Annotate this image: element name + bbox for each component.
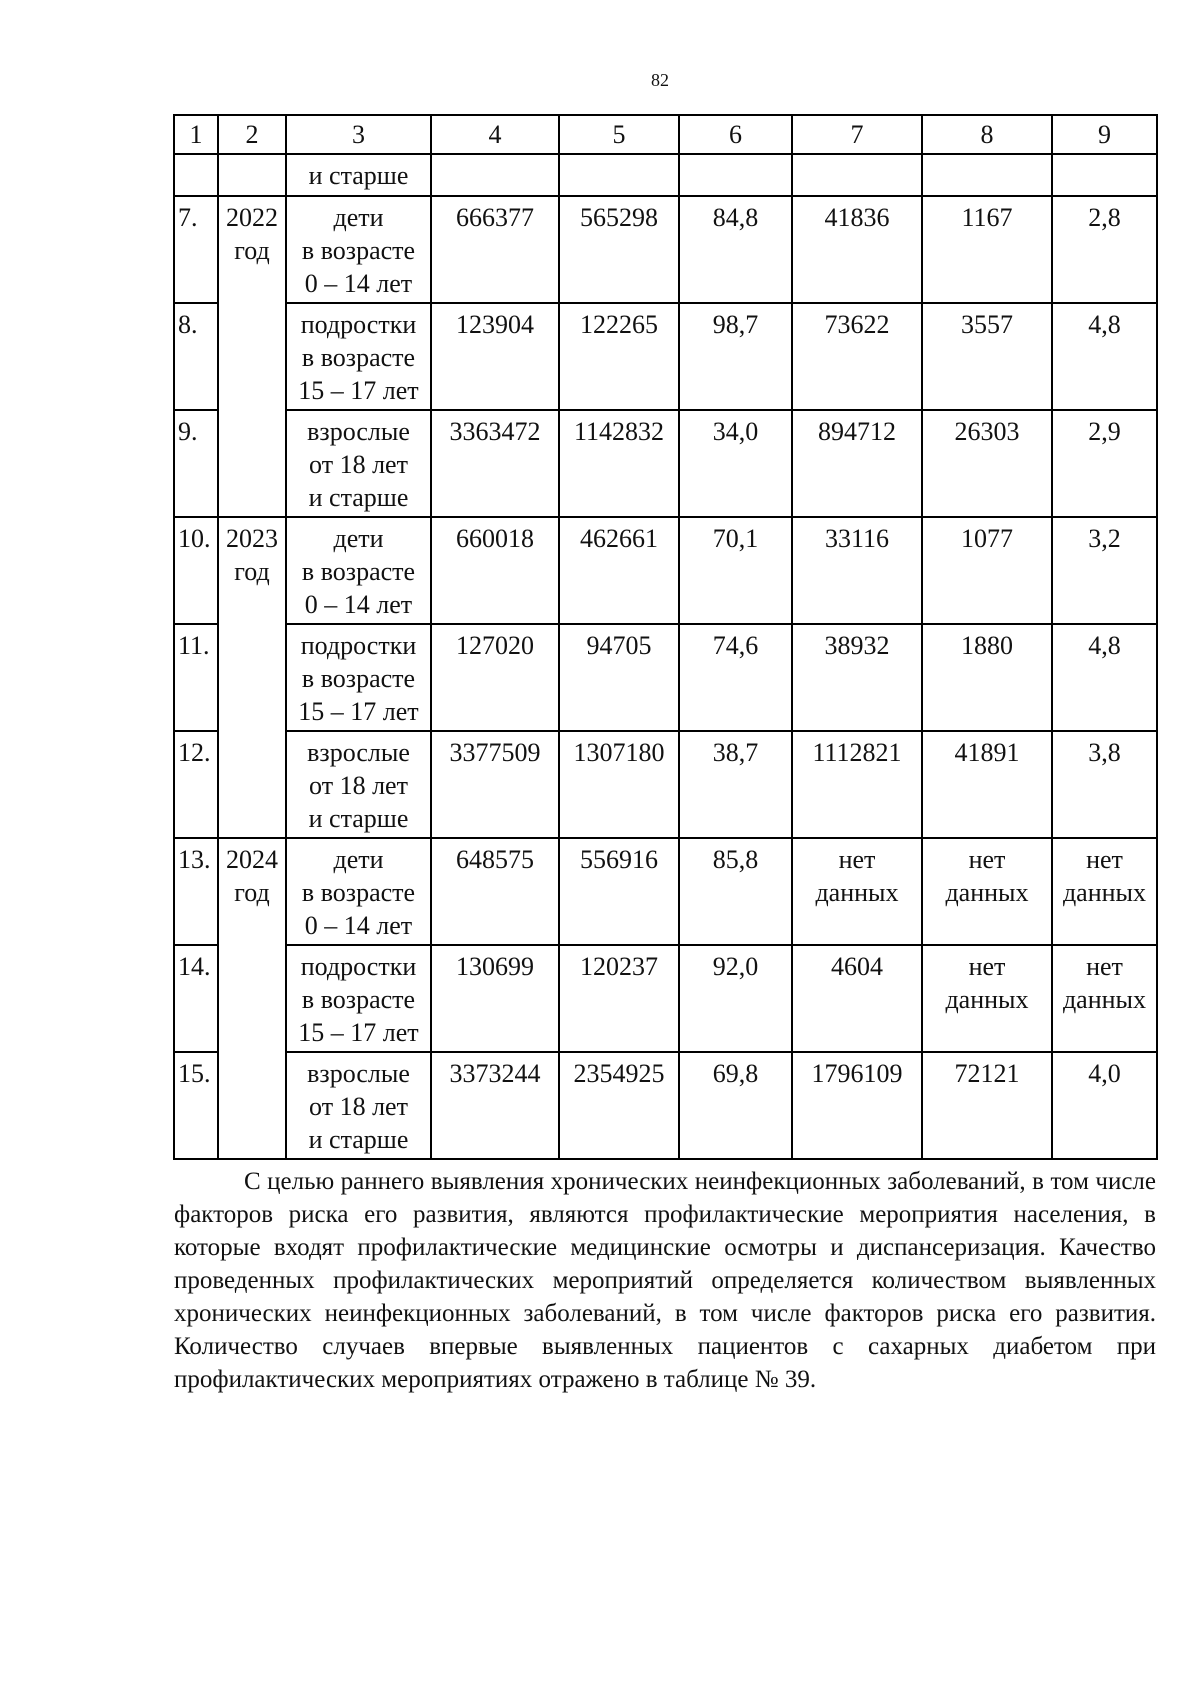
category-cell — [286, 196, 431, 303]
value-cell — [922, 945, 1052, 1052]
value-cell — [1052, 196, 1157, 303]
value-cell-line: 41836 — [824, 203, 890, 232]
value-cell: 94705 — [559, 624, 679, 731]
value-cell-line: 1167 — [961, 203, 1013, 232]
row-number: 15. — [174, 1052, 218, 1159]
value-cell — [922, 196, 1052, 303]
category-cell-line: дети — [333, 845, 384, 874]
table-row — [174, 517, 1157, 624]
value-cell: 92,0 — [679, 945, 792, 1052]
value-cell-line: 894712 — [818, 417, 896, 446]
category-cell-line: в возрасте — [301, 557, 416, 586]
value-cell-line: 26303 — [954, 417, 1020, 446]
value-cell — [922, 303, 1052, 410]
category-cell: и старше — [286, 154, 431, 196]
value-cell: 1307180 — [559, 731, 679, 838]
value-cell: 34,0 — [679, 410, 792, 517]
category-cell — [286, 410, 431, 517]
year-cell — [218, 196, 286, 517]
table-row — [174, 196, 1157, 303]
category-cell-line: и старше — [308, 804, 409, 833]
category-cell-line: взрослые — [307, 1059, 410, 1088]
value-cell — [792, 517, 922, 624]
table-row — [174, 1052, 1157, 1159]
year-year: 2023 — [226, 524, 278, 553]
value-cell: 123904 — [431, 303, 559, 410]
value-cell — [1052, 731, 1157, 838]
value-cell: 556916 — [559, 838, 679, 945]
value-cell-line: данных — [815, 878, 899, 907]
value-cell — [922, 1052, 1052, 1159]
category-cell-line: в возрасте — [301, 664, 416, 693]
category-cell-line: 15 – 17 лет — [298, 376, 419, 405]
value-cell — [792, 410, 922, 517]
value-cell — [792, 303, 922, 410]
paragraph-text: С целью раннего выявления хронических неинфекционных заболеваний, в том числе факторов риска его развития, являются профилактические мероприятия населения, в которые входят профилактические медицинские осмотры и диспансеризация. Качество проведенных профилактических мероприятий определяется количеством выявленных хронических неинфекционных заболеваний, в том числе факторов риска его развития. Количество случаев впервые выявленных пациентов с сахарных диабетом при профилактических мероприятиях отражено в таблице № 39. — [174, 1168, 1156, 1393]
value-cell — [792, 838, 922, 945]
category-cell-line: взрослые — [307, 738, 410, 767]
data-table — [173, 114, 1158, 1160]
value-cell: 130699 — [431, 945, 559, 1052]
category-cell-line: в возрасте — [301, 343, 416, 372]
table-row — [174, 945, 1157, 1052]
value-cell — [1052, 945, 1157, 1052]
year-unit: год — [234, 236, 270, 265]
value-cell-line: 3,2 — [1088, 524, 1121, 553]
category-cell — [286, 624, 431, 731]
value-cell-line: 4,8 — [1088, 310, 1121, 339]
category-cell — [286, 517, 431, 624]
category-cell-line: взрослые — [307, 417, 410, 446]
category-cell-line: и старше — [308, 483, 409, 512]
value-cell — [922, 838, 1052, 945]
value-cell-line: нет — [968, 845, 1006, 874]
category-cell-line: в возрасте — [301, 236, 416, 265]
value-cell: 3373244 — [431, 1052, 559, 1159]
category-cell-line: 15 – 17 лет — [298, 1018, 419, 1047]
category-cell-line: 0 – 14 лет — [304, 269, 413, 298]
row-number: 12. — [174, 731, 218, 838]
body-paragraph — [174, 1165, 1156, 1396]
category-cell-line: дети — [333, 524, 384, 553]
value-cell-line: 2,8 — [1088, 203, 1121, 232]
value-cell — [792, 731, 922, 838]
value-cell-line: нет — [968, 952, 1006, 981]
year-cell — [218, 517, 286, 838]
category-cell-line: от 18 лет — [309, 1092, 408, 1121]
value-cell: 3363472 — [431, 410, 559, 517]
category-cell-line: в возрасте — [301, 985, 416, 1014]
value-cell — [922, 517, 1052, 624]
value-cell-line: нет — [838, 845, 876, 874]
page-number: 82 — [651, 70, 669, 90]
value-cell: 70,1 — [679, 517, 792, 624]
category-cell-line: от 18 лет — [309, 450, 408, 479]
category-cell-line: дети — [333, 203, 384, 232]
value-cell-line: 33116 — [824, 524, 890, 553]
value-cell — [1052, 303, 1157, 410]
value-cell-line: 72121 — [954, 1059, 1020, 1088]
value-cell: 84,8 — [679, 196, 792, 303]
category-cell-line: подростки — [300, 631, 417, 660]
value-cell — [1052, 624, 1157, 731]
column-header: 9 — [1052, 115, 1157, 154]
column-header: 5 — [559, 115, 679, 154]
value-cell-line: данных — [945, 878, 1029, 907]
column-header: 4 — [431, 115, 559, 154]
category-cell-line: и старше — [308, 1125, 409, 1154]
value-cell-line: 2,9 — [1088, 417, 1121, 446]
year-unit: год — [234, 557, 270, 586]
category-cell — [286, 1052, 431, 1159]
row-number: 10. — [174, 517, 218, 624]
value-cell — [1052, 838, 1157, 945]
table-row — [174, 303, 1157, 410]
value-cell — [792, 624, 922, 731]
value-cell: 85,8 — [679, 838, 792, 945]
category-cell-line: 0 – 14 лет — [304, 590, 413, 619]
value-cell: 122265 — [559, 303, 679, 410]
row-number: 11. — [174, 624, 218, 731]
value-cell: 565298 — [559, 196, 679, 303]
table-row — [174, 410, 1157, 517]
value-cell-line: 4,0 — [1088, 1059, 1121, 1088]
value-cell: 666377 — [431, 196, 559, 303]
value-cell-line: 3,8 — [1088, 738, 1121, 767]
category-cell — [286, 303, 431, 410]
column-header: 6 — [679, 115, 792, 154]
value-cell: 660018 — [431, 517, 559, 624]
value-cell — [792, 1052, 922, 1159]
year-cell — [218, 838, 286, 1159]
value-cell — [922, 731, 1052, 838]
table-row — [174, 838, 1157, 945]
value-cell-line: 1796109 — [811, 1059, 903, 1088]
value-cell: 127020 — [431, 624, 559, 731]
value-cell-line: 3557 — [961, 310, 1013, 339]
row-number: 8. — [174, 303, 218, 410]
column-header: 1 — [174, 115, 218, 154]
value-cell: 462661 — [559, 517, 679, 624]
row-number: 7. — [174, 196, 218, 303]
value-cell — [792, 945, 922, 1052]
column-header: 8 — [922, 115, 1052, 154]
value-cell-line: данных — [1062, 985, 1147, 1014]
category-cell-line: подростки — [300, 310, 417, 339]
value-cell-line: нет — [1086, 845, 1123, 874]
value-cell: 1142832 — [559, 410, 679, 517]
category-cell — [286, 731, 431, 838]
category-cell-line: 15 – 17 лет — [298, 697, 419, 726]
value-cell: 74,6 — [679, 624, 792, 731]
category-cell-line: 0 – 14 лет — [304, 911, 413, 940]
row-number: 14. — [174, 945, 218, 1052]
value-cell-line: 1077 — [961, 524, 1013, 553]
value-cell — [1052, 517, 1157, 624]
category-cell-line: в возрасте — [301, 878, 416, 907]
continuation-row — [174, 154, 1157, 196]
column-header: 7 — [792, 115, 922, 154]
value-cell-line: данных — [1062, 878, 1147, 907]
header-row — [174, 115, 1157, 154]
category-cell — [286, 945, 431, 1052]
category-cell-line: подростки — [300, 952, 417, 981]
value-cell-line: 4604 — [831, 952, 883, 981]
value-cell — [792, 196, 922, 303]
category-cell-line: от 18 лет — [309, 771, 408, 800]
value-cell-line: 41891 — [954, 738, 1020, 767]
table-row — [174, 624, 1157, 731]
value-cell: 38,7 — [679, 731, 792, 838]
year-unit: год — [234, 878, 270, 907]
year-year: 2024 — [226, 845, 278, 874]
value-cell: 98,7 — [679, 303, 792, 410]
row-number: 9. — [174, 410, 218, 517]
value-cell-line: нет — [1086, 952, 1123, 981]
value-cell-line: 73622 — [824, 310, 890, 339]
value-cell-line: данных — [945, 985, 1029, 1014]
category-cell — [286, 838, 431, 945]
value-cell: 2354925 — [559, 1052, 679, 1159]
value-cell-line: 38932 — [824, 631, 890, 660]
value-cell — [1052, 1052, 1157, 1159]
row-number: 13. — [174, 838, 218, 945]
value-cell-line: 1880 — [961, 631, 1013, 660]
value-cell-line: 4,8 — [1088, 631, 1121, 660]
column-header: 3 — [286, 115, 431, 154]
year-year: 2022 — [226, 203, 278, 232]
value-cell: 648575 — [431, 838, 559, 945]
column-header: 2 — [218, 115, 286, 154]
value-cell: 3377509 — [431, 731, 559, 838]
value-cell: 69,8 — [679, 1052, 792, 1159]
table-row — [174, 731, 1157, 838]
value-cell-line: 1112821 — [812, 738, 902, 767]
value-cell — [922, 624, 1052, 731]
value-cell — [922, 410, 1052, 517]
value-cell: 120237 — [559, 945, 679, 1052]
value-cell — [1052, 410, 1157, 517]
